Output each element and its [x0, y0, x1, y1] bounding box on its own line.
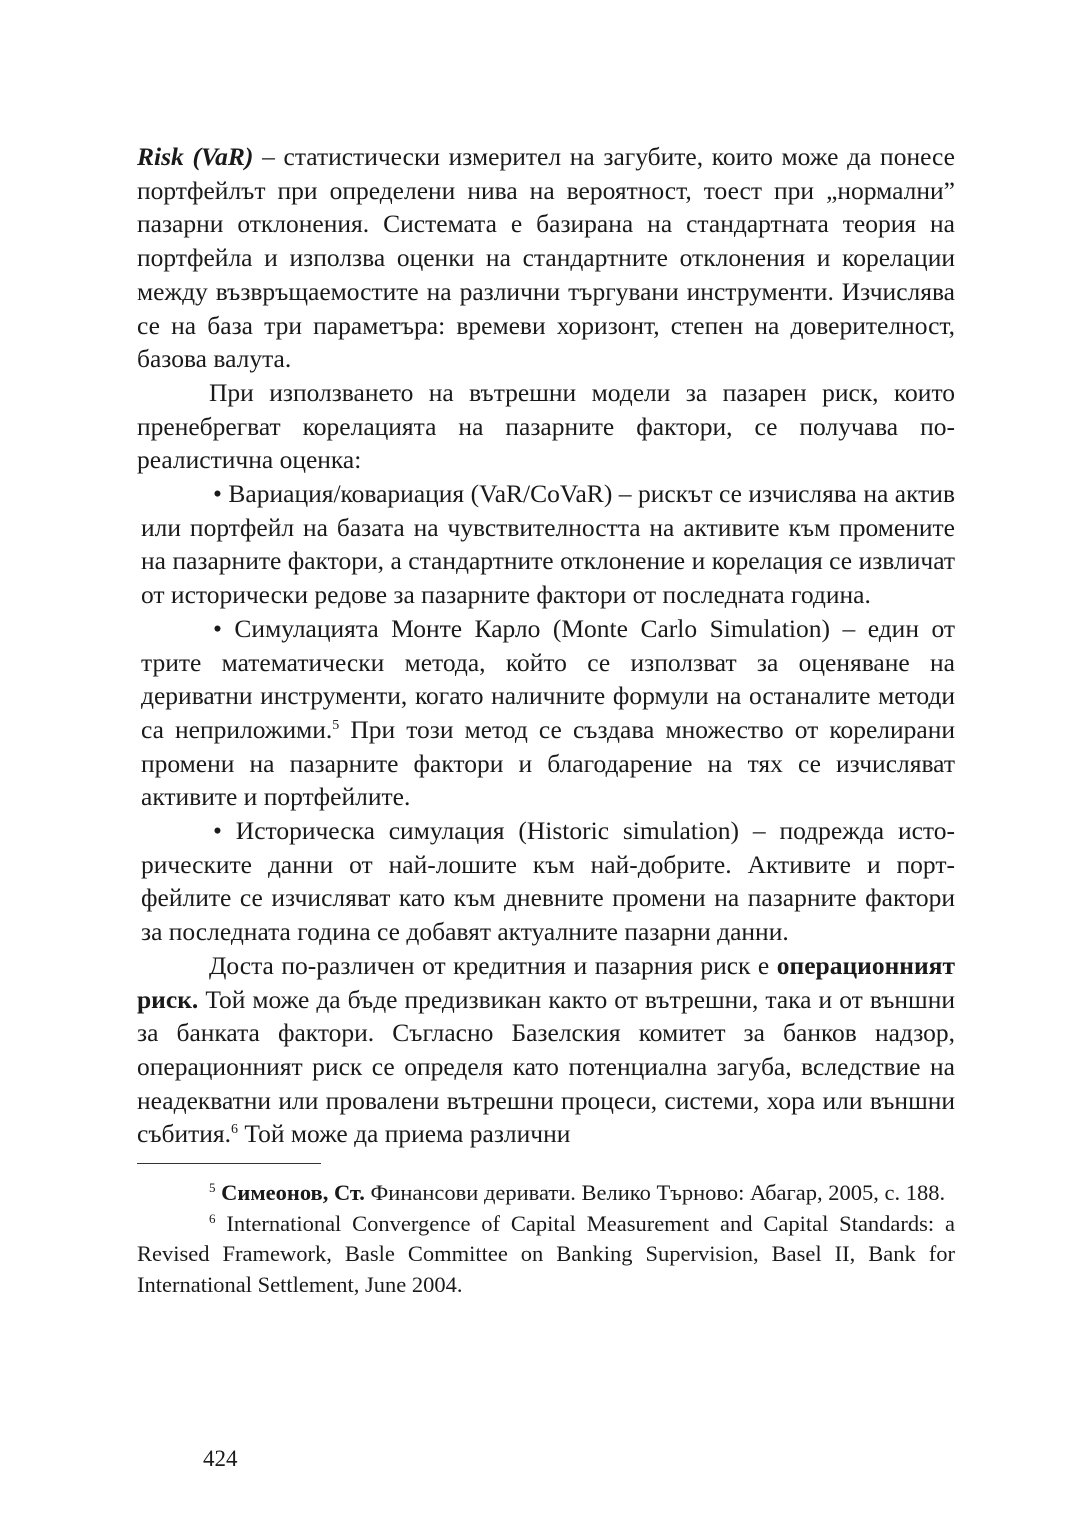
page-number: 424	[203, 1446, 238, 1471]
bullet-text: • Вариация/ковариация (VaR/CoVaR) – рискът се изчислява на актив или портфейл на базата на чувствителността на активите към промените на пазарните фактори, а стандартните отклонение и корелация се извличат от исторически редове за пазарните фактори от последната година.	[141, 479, 955, 610]
footnote-5	[137, 1178, 955, 1209]
var-definition-text: – статистически измерител на загубите, които може да понесе портфейлът при определени нива на вероятност, тоест при „нормални” пазарни отклонения. Системата е базирана на стандартната теория на портфейла и използва оценки на стандартните отклонения и корелации между възвръщаемостите на различни търгувани инструменти. Изчислява се на база три параметъра: времеви хоризонт, степен на доверителност, базова валута.	[137, 142, 955, 374]
bullet-text: • Симулацията Монте Карло (Monte Carlo Simulation) – един от трите математически метода, който се използват за оценяване на дериватни инструменти, когато наличните формули на останалите методи са неприложими.	[141, 613, 955, 744]
paragraph-internal-models: При използването на вътрешни модели за пазарен риск, които пренебрегват корелацията на пазарните фактори, се получава по-реалистична оценка:	[137, 377, 955, 475]
oprisk-text-mid: Той може да бъде предизвикан както от вътрешни, така и от външни за банката фактори. Съгласно Базелския комитет за банков надзор, операционният риск се определя като потенциална загуба, вследствие на неадекватни или провалени вътрешни процеси, системи, хора или външни събития.	[137, 984, 955, 1149]
footnote-number: 5	[209, 1180, 216, 1196]
oprisk-bold-term: операционният риск.	[137, 950, 955, 1014]
bullet-variance-covariance	[141, 477, 955, 612]
footnote-6	[137, 1209, 955, 1301]
page-body	[137, 140, 955, 1300]
footnote-number: 6	[209, 1210, 216, 1226]
paragraph-operational-risk	[137, 949, 955, 1151]
oprisk-text-pre: Доста по-различен от кредитния и пазарния риск е	[209, 950, 777, 980]
footnote-author: Симеонов, Ст.	[221, 1180, 365, 1206]
bullet-historic-simulation	[141, 814, 955, 949]
footnote-text: Финансови деривати. Велико Търново: Абагар, 2005, с. 188.	[364, 1180, 946, 1206]
var-term: Risk (VaR)	[137, 142, 254, 171]
footnotes	[137, 1178, 955, 1300]
footnote-ref-5: 5	[332, 717, 340, 733]
bullet-text: • Историческа симулация (Historic simulation) – подрежда историческите данни от най-лошите към най-добрите. Активите и портфейлите се изчисляват като към дневните промени на пазарните фактори за последната година се добавят актуалните пазарни данни.	[141, 816, 955, 947]
paragraph-var-definition	[137, 140, 955, 376]
footnote-divider	[137, 1163, 321, 1164]
bullet-monte-carlo	[141, 612, 955, 814]
footnote-ref-6: 6	[231, 1122, 239, 1138]
bullet-text-cont: При този метод се създава множество от корелирани промени на пазарните фактори и благодарение на тях се изчисляват активите и портфейлите.	[141, 714, 955, 812]
footnote-text: International Convergence of Capital Measurement and Capital Standards: a Revised Framework, Basle Committee on Banking Supervision, Basel II, Bank for International Settlement, June 2004.	[137, 1210, 956, 1297]
oprisk-text-post: Той може да приема различни	[238, 1119, 571, 1149]
